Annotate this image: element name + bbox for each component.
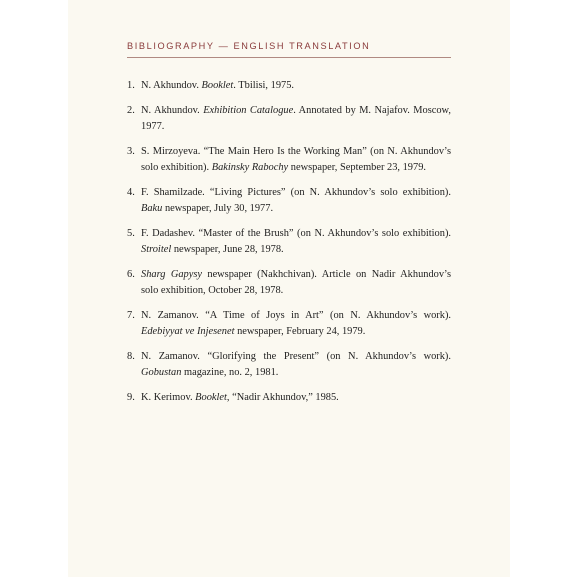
entry-text: K. Kerimov. [141, 392, 196, 403]
entry-text: newspaper (Nakhchivan). Article on Nadir Akhundov’s solo exhibition, October 28, 1978. [141, 269, 451, 296]
entry-number: 8. [127, 351, 135, 362]
entry-title-italic: Booklet [201, 80, 234, 91]
entry-text: , “Nadir Akhundov,” 1985. [226, 392, 339, 403]
entry-number: 1. [127, 80, 135, 91]
entry-title-italic: Stroitel [141, 244, 172, 255]
entry-text: N. Zamanov. “Glorifying the Present” (on N. Akhundov’s work). [141, 351, 451, 362]
entry-text: F. Shamilzade. “Living Pictures” (on N. Akhundov’s solo exhibition). [141, 187, 451, 198]
entry-number: 3. [127, 146, 135, 157]
entry-title-italic: Sharg Gapysy [141, 269, 202, 280]
entry-text: newspaper, September 23, 1979. [288, 162, 426, 173]
entry-text: newspaper, July 30, 1977. [162, 203, 274, 214]
entry-text: N. Akhundov. [141, 105, 204, 116]
entry-text: N. Akhundov. [141, 80, 202, 91]
bibliography-entry [127, 390, 451, 406]
entry-text: S. Mirzoyeva. “The Main Hero Is the Working Man” (on N. Akhundov’s solo exhibition). [141, 146, 451, 173]
entry-number: 2. [127, 105, 135, 116]
bibliography-entry [127, 308, 451, 340]
bibliography-entry [127, 185, 451, 217]
bibliography-entry [127, 349, 451, 381]
document-page [68, 0, 510, 577]
entry-number: 4. [127, 187, 135, 198]
entry-title-italic: Exhibition Catalogue [203, 105, 294, 116]
entry-number: 9. [127, 392, 135, 403]
entry-title-italic: Edebiyyat ve Injesenet [141, 326, 235, 337]
entry-text: magazine, no. 2, 1981. [181, 367, 279, 378]
entry-text: . Annotated by M. Najafov. Moscow, 1977. [141, 105, 451, 132]
bibliography-entry [127, 103, 451, 135]
bibliography-list [127, 78, 451, 415]
entry-text: . Tbilisi, 1975. [233, 80, 294, 91]
section-header: BIBLIOGRAPHY — ENGLISH TRANSLATION [127, 41, 371, 51]
entry-text: newspaper, June 28, 1978. [171, 244, 284, 255]
bibliography-entry [127, 144, 451, 176]
header-divider [127, 57, 451, 58]
entry-title-italic: Baku [141, 203, 163, 214]
entry-title-italic: Booklet [195, 392, 227, 403]
bibliography-entry [127, 226, 451, 258]
entry-title-italic: Bakinsky Rabochy [211, 162, 289, 173]
entry-number: 5. [127, 228, 135, 239]
entry-text: F. Dadashev. “Master of the Brush” (on N. Akhundov’s solo exhibition). [141, 228, 451, 239]
entry-number: 6. [127, 269, 135, 280]
entry-text: newspaper, February 24, 1979. [234, 326, 366, 337]
entry-title-italic: Gobustan [141, 367, 182, 378]
bibliography-entry [127, 78, 451, 94]
entry-number: 7. [127, 310, 135, 321]
bibliography-entry [127, 267, 451, 299]
entry-text: N. Zamanov. “A Time of Joys in Art” (on N. Akhundov’s work). [141, 310, 451, 321]
